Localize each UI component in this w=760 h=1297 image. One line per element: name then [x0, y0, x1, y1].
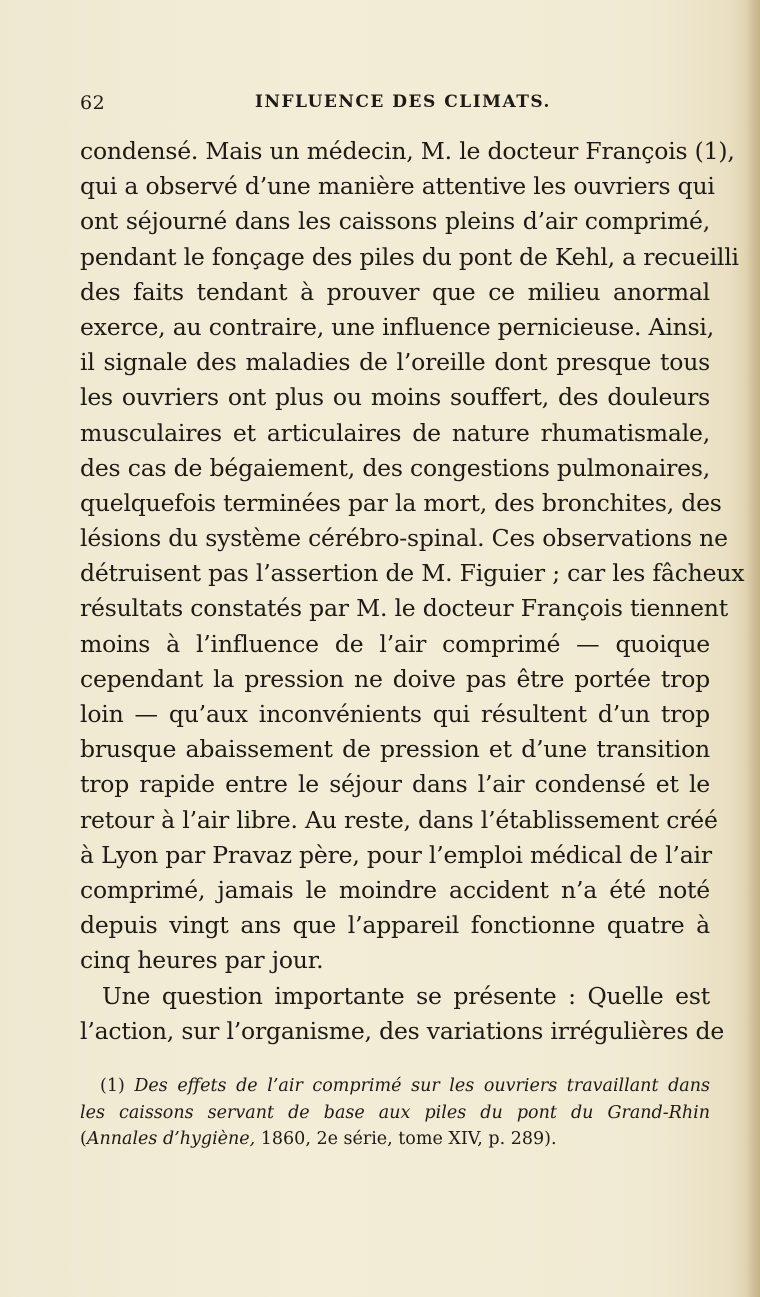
text-line: exerce, au contraire, une influence pernicieuse. Ainsi,: [80, 312, 715, 341]
text-line: brusque abaissement de pression et d’une transition: [80, 735, 710, 764]
footnote: [80, 1073, 710, 1153]
text-line: détruisent pas l’assertion de M. Figuier ; car les fâcheux: [80, 559, 745, 588]
text-line: des cas de bégaiement, des congestions pulmonaires,: [80, 453, 710, 482]
text-line: depuis vingt ans que l’appareil fonctionne quatre à: [80, 911, 710, 940]
text-line: lésions du système cérébro-spinal. Ces observations ne: [80, 524, 728, 553]
text-line: quelquefois terminées par la mort, des bronchites, des: [80, 488, 722, 517]
citation-details: 1860, 2e série, tome XIV, p. 289).: [255, 1129, 557, 1149]
text-line: musculaires et articulaires de nature rhumatismale,: [80, 418, 710, 447]
citation-open: (: [80, 1129, 87, 1149]
footnote-line: [80, 1073, 710, 1100]
text-line: cependant la pression ne doive pas être portée trop: [80, 664, 710, 693]
journal-name: Annales d’hygiène,: [86, 1129, 256, 1149]
running-header: [80, 92, 708, 122]
text-line: moins à l’influence de l’air comprimé — quoique: [80, 629, 710, 658]
body-text: [80, 134, 745, 1049]
text-line: condensé. Mais un médecin, M. le docteur François (1),: [80, 137, 735, 165]
footnote-title-cont: les caissons servant de base aux piles du pont du Grand-Rhin: [80, 1102, 710, 1123]
text-line: trop rapide entre le séjour dans l’air condensé et le: [80, 770, 710, 799]
footnote-title: Des effets de l’air comprimé sur les ouvriers travaillant dans: [134, 1076, 710, 1096]
text-line: résultats constatés par M. le docteur François tiennent: [80, 594, 728, 623]
text-line: loin — qu’aux inconvénients qui résultent d’un trop: [80, 700, 710, 728]
paragraph-start-line: Une question importante se présente : Quelle est: [102, 981, 710, 1010]
footnote-citation: [80, 1126, 710, 1153]
text-line: qui a observé d’une manière attentive les ouvriers qui: [80, 172, 715, 201]
paragraph-end-line: cinq heures par jour.: [80, 946, 324, 975]
text-line: les ouvriers ont plus ou moins souffert, des douleurs: [80, 383, 710, 412]
running-title: INFLUENCE DES CLIMATS.: [255, 92, 551, 112]
text-line: comprimé, jamais le moindre accident n’a été noté: [80, 875, 710, 904]
page-number: 62: [80, 92, 106, 114]
text-line: il signale des maladies de l’oreille dont presque tous: [80, 348, 710, 377]
text-line: à Lyon par Pravaz père, pour l’emploi médical de l’air: [80, 840, 712, 869]
text-line: pendant le fonçage des piles du pont de Kehl, a recueilli: [80, 242, 739, 271]
footnote-marker: (1): [100, 1076, 125, 1096]
text-line: des faits tendant à prouver que ce milieu anormal: [80, 277, 710, 306]
footnote-line: [80, 1100, 710, 1127]
text-line: retour à l’air libre. Au reste, dans l’établissement créé: [80, 805, 718, 834]
text-line: l’action, sur l’organisme, des variations irrégulières de: [80, 1016, 725, 1045]
page-edge-shadow: [746, 0, 760, 1297]
text-line: ont séjourné dans les caissons pleins d’air comprimé,: [80, 207, 710, 236]
